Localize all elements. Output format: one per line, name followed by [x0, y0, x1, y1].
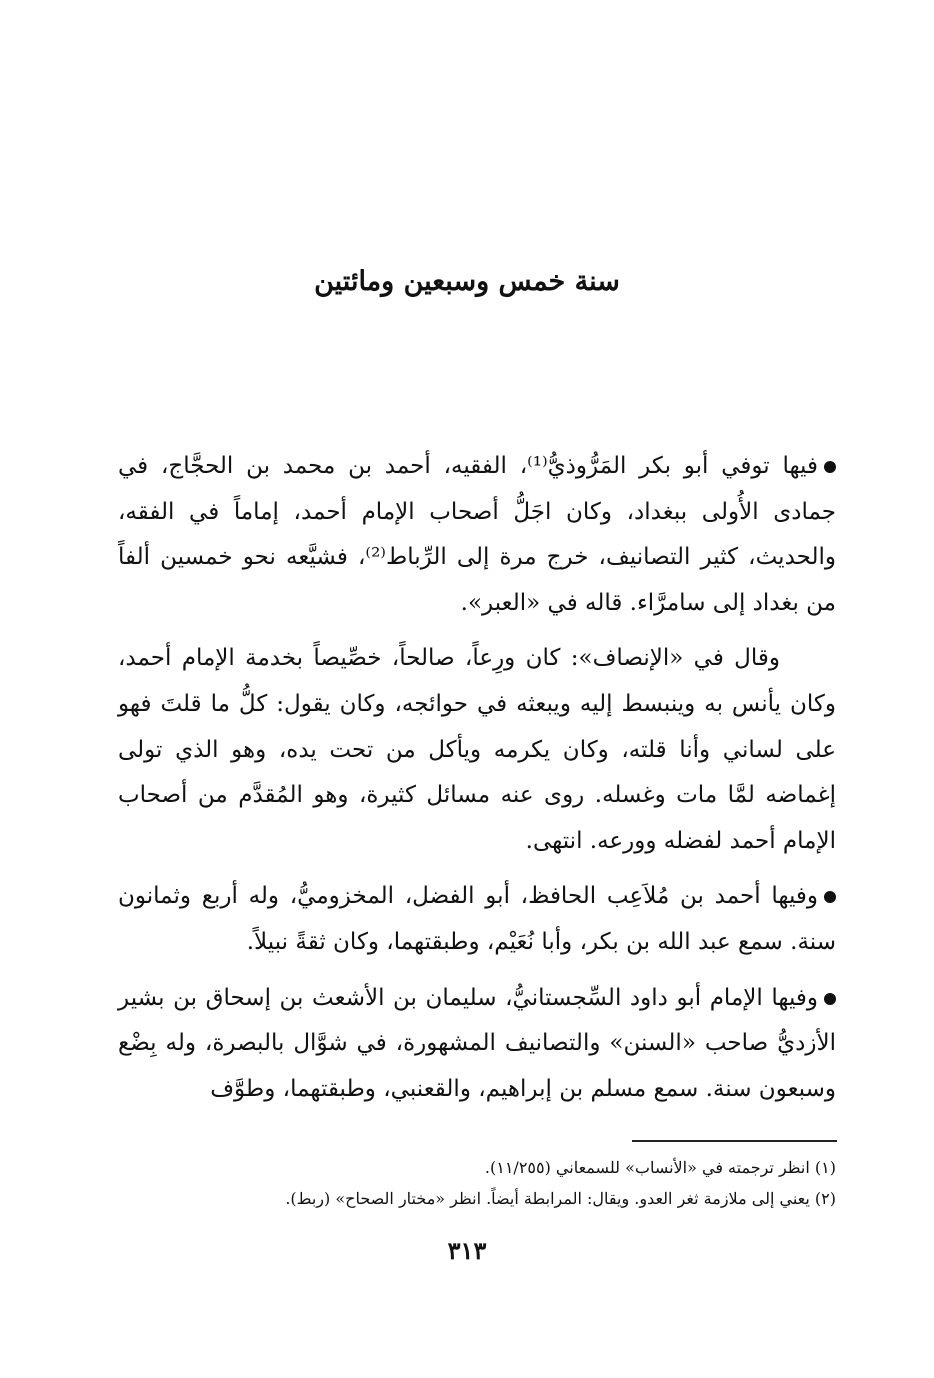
- paragraph-ibn-mulaib: [118, 874, 836, 965]
- paragraph-insaf-quote: [118, 636, 836, 864]
- footnotes: [118, 1152, 836, 1214]
- body-text: [118, 444, 836, 1122]
- paragraph-text: فيها توفي أبو بكر المَرُّوذيُّ⁽¹⁾، الفقيه، أحمد بن محمد بن الحجَّاج، في جمادى الأُولى ببغداد، وكان اجَلُّ أصحاب الإمام أحمد، إماماً في الفقه، والحديث، كثير التصانيف، خرج مرة إلى الرِّباط⁽²⁾، فشيَّعه نحو خمسين ألفاً من بغداد إلى سامرَّاء. قاله في «العبر».: [118, 453, 836, 616]
- footnote-2: (٢) يعني إلى ملازمة ثغر العدو. ويقال: المرابطة أيضاً. انظر «مختار الصحاح» (ربط).: [285, 1189, 836, 1208]
- page-number: ٣١٣: [447, 1236, 487, 1265]
- paragraph-abu-dawud: [118, 976, 836, 1113]
- bullet-icon: [824, 993, 836, 1005]
- footnote-1: (١) انظر ترجمته في «الأنساب» للسمعاني (١١/٢٥٥).: [484, 1158, 836, 1177]
- paragraph-text: وقال في «الإنصاف»: كان ورِعاً، صالحاً، خصِّيصاً بخدمة الإمام أحمد، وكان يأنس به وينبسط إليه ويبعثه في حوائجه، وكان يقول: كلُّ ما قلتَ فهو على لساني وأنا قلته، وكان يكرمه ويأكل من تحت يده، وهو الذي تولى إغماضه لمَّا مات وغسله. روى عنه مسائل كثيرة، وهو المُقدَّم من أصحاب الإمام أحمد لفضله وورعه. انتهى.: [118, 645, 836, 854]
- bullet-icon: [824, 461, 836, 473]
- footnote-divider: [632, 1140, 837, 1142]
- paragraph-text: وفيها الإمام أبو داود السِّجستانيُّ، سليمان بن الأشعث بن إسحاق بن بشير الأزديُّ صاحب «السنن» والتصانيف المشهورة، في شوَّال بالبصرة، وله بِضْع وسبعون سنة. سمع مسلم بن إبراهيم، والقعنبي، وطبقتهما، وطوَّف: [118, 984, 836, 1102]
- paragraph-almarrudhi: [118, 444, 836, 626]
- paragraph-text: وفيها أحمد بن مُلاَعِب الحافظ، أبو الفضل، المخزوميُّ، وله أربع وثمانون سنة. سمع عبد الله بن بكر، وأبا نُعَيْم، وطبقتهما، وكان ثقةً نبيلاً.: [118, 883, 836, 955]
- bullet-icon: [824, 891, 836, 903]
- chapter-title: سنة خمس وسبعين ومائتين: [314, 266, 620, 297]
